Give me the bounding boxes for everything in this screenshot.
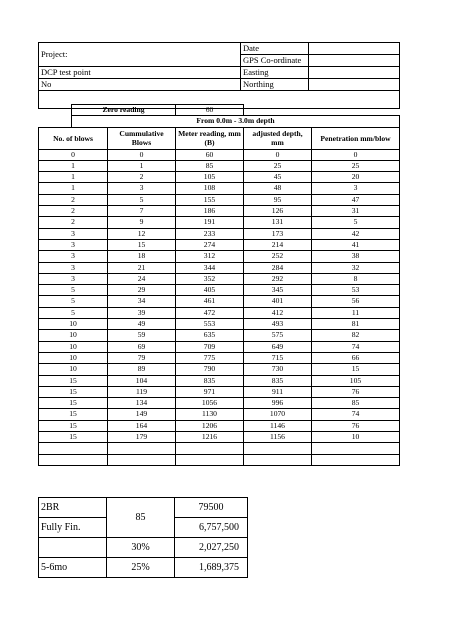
table-cell: 76 (312, 386, 400, 397)
table-row (39, 206, 400, 217)
table-cell: 105 (312, 375, 400, 386)
table-cell: 173 (244, 228, 312, 239)
table-cell: 31 (312, 206, 400, 217)
northing-label: Northing (241, 79, 309, 91)
table-row (39, 183, 400, 194)
table-cell: 47 (312, 194, 400, 205)
table-cell: 56 (312, 296, 400, 307)
table-cell: 24 (108, 273, 176, 284)
table-cell: 344 (176, 262, 244, 273)
table-cell: 49 (108, 319, 176, 330)
table-cell: 3 (39, 262, 108, 273)
table-row (39, 251, 400, 262)
table-cell: 790 (176, 364, 244, 375)
summary-value: 6,757,500 (175, 518, 248, 538)
table-cell: 18 (108, 251, 176, 262)
table-cell: 41 (312, 239, 400, 250)
table-cell: 709 (176, 341, 244, 352)
table-cell: 233 (176, 228, 244, 239)
table-row (39, 217, 400, 228)
table-cell: 5 (108, 194, 176, 205)
summary-merged-value: 85 (107, 498, 175, 538)
summary-label-fully-fin: Fully Fin. (39, 518, 107, 538)
column-header: Meter reading, mm (B) (176, 127, 244, 149)
table-cell: 7 (108, 206, 176, 217)
summary-percent: 30% (107, 538, 175, 558)
table-cell: 1 (108, 160, 176, 171)
table-cell: 292 (244, 273, 312, 284)
table-cell: 10 (39, 364, 108, 375)
header-table (38, 42, 400, 109)
table-cell: 1 (39, 183, 108, 194)
table-cell: 5 (39, 307, 108, 318)
blank-row (39, 443, 400, 454)
table-cell: 119 (108, 386, 176, 397)
table-cell: 95 (244, 194, 312, 205)
table-cell: 29 (108, 285, 176, 296)
table-cell: 76 (312, 420, 400, 431)
table-cell: 10 (39, 330, 108, 341)
table-cell: 412 (244, 307, 312, 318)
table-cell: 1056 (176, 398, 244, 409)
table-cell: 575 (244, 330, 312, 341)
table-row (39, 307, 400, 318)
dcp-test-point-label: DCP test point (39, 67, 241, 79)
table-row (39, 330, 400, 341)
table-cell: 775 (176, 352, 244, 363)
table-cell: 25 (312, 160, 400, 171)
table-row (39, 239, 400, 250)
table-cell: 15 (39, 398, 108, 409)
table-cell: 352 (176, 273, 244, 284)
table-cell: 2 (39, 194, 108, 205)
table-cell: 15 (39, 409, 108, 420)
column-header: Cummulative Blows (108, 127, 176, 149)
table-cell: 155 (176, 194, 244, 205)
table-cell: 0 (312, 149, 400, 160)
summary-value: 2,027,250 (175, 538, 248, 558)
table-cell: 32 (312, 262, 400, 273)
table-row (39, 398, 400, 409)
table-cell: 164 (108, 420, 176, 431)
table-cell: 1156 (244, 432, 312, 443)
table-cell: 25 (244, 160, 312, 171)
column-header: adjusted depth, mm (244, 127, 312, 149)
table-cell: 715 (244, 352, 312, 363)
table-cell: 553 (176, 319, 244, 330)
table-cell: 214 (244, 239, 312, 250)
zero-reading-row (39, 105, 400, 116)
table-cell: 5 (39, 285, 108, 296)
table-row (39, 352, 400, 363)
table-cell: 1130 (176, 409, 244, 420)
summary-percent: 25% (107, 558, 175, 578)
summary-table (38, 497, 248, 578)
table-row (39, 409, 400, 420)
table-row (39, 149, 400, 160)
table-cell: 21 (108, 262, 176, 273)
table-cell: 2 (39, 206, 108, 217)
table-cell: 401 (244, 296, 312, 307)
table-cell: 3 (39, 228, 108, 239)
dcp-data-table (38, 104, 400, 466)
table-cell: 8 (312, 273, 400, 284)
table-cell: 131 (244, 217, 312, 228)
table-row (39, 285, 400, 296)
table-cell: 3 (39, 273, 108, 284)
table-cell: 15 (39, 432, 108, 443)
table-cell: 10 (39, 319, 108, 330)
table-cell: 3 (312, 183, 400, 194)
table-cell: 15 (312, 364, 400, 375)
table-cell: 835 (176, 375, 244, 386)
table-cell: 312 (176, 251, 244, 262)
table-cell: 1 (39, 172, 108, 183)
table-cell: 649 (244, 341, 312, 352)
table-cell: 493 (244, 319, 312, 330)
table-cell: 74 (312, 409, 400, 420)
table-cell: 15 (39, 386, 108, 397)
table-cell: 105 (176, 172, 244, 183)
table-cell: 82 (312, 330, 400, 341)
summary-empty (39, 538, 107, 558)
table-cell: 1 (39, 160, 108, 171)
table-row (39, 172, 400, 183)
table-cell: 79 (108, 352, 176, 363)
summary-label-5-6mo: 5-6mo (39, 558, 107, 578)
table-cell: 85 (312, 398, 400, 409)
table-cell: 81 (312, 319, 400, 330)
table-cell: 3 (108, 183, 176, 194)
table-row (39, 160, 400, 171)
date-value[interactable] (309, 43, 400, 55)
data-rows (39, 149, 400, 443)
table-cell: 60 (176, 149, 244, 160)
column-header: Penetration mm/blow (312, 127, 400, 149)
table-row (39, 420, 400, 431)
table-cell: 53 (312, 285, 400, 296)
easting-label: Easting (241, 67, 309, 79)
table-cell: 1216 (176, 432, 244, 443)
summary-value: 1,689,375 (175, 558, 248, 578)
blank-row (39, 454, 400, 465)
no-label: No (39, 79, 241, 91)
table-cell: 15 (39, 375, 108, 386)
table-cell: 191 (176, 217, 244, 228)
table-cell: 284 (244, 262, 312, 273)
table-cell: 134 (108, 398, 176, 409)
depth-range-label: From 0.0m - 3.0m depth (72, 116, 400, 127)
table-cell: 10 (39, 341, 108, 352)
table-cell: 2 (39, 217, 108, 228)
table-cell: 5 (312, 217, 400, 228)
table-row (39, 341, 400, 352)
table-cell: 10 (39, 352, 108, 363)
table-cell: 69 (108, 341, 176, 352)
table-cell: 15 (39, 420, 108, 431)
table-row (39, 296, 400, 307)
table-cell: 89 (108, 364, 176, 375)
table-cell: 0 (39, 149, 108, 160)
table-cell: 635 (176, 330, 244, 341)
table-cell: 104 (108, 375, 176, 386)
table-cell: 20 (312, 172, 400, 183)
table-cell: 11 (312, 307, 400, 318)
table-cell: 48 (244, 183, 312, 194)
table-cell: 1206 (176, 420, 244, 431)
table-row (39, 364, 400, 375)
table-cell: 34 (108, 296, 176, 307)
table-row (39, 375, 400, 386)
table-cell: 15 (108, 239, 176, 250)
table-cell: 12 (108, 228, 176, 239)
table-cell: 9 (108, 217, 176, 228)
table-cell: 66 (312, 352, 400, 363)
zero-reading-label: Zero reading (72, 105, 176, 116)
table-cell: 1070 (244, 409, 312, 420)
table-cell: 38 (312, 251, 400, 262)
summary-label-2br: 2BR (39, 498, 107, 518)
table-row (39, 228, 400, 239)
depth-range-row (39, 116, 400, 127)
table-row (39, 194, 400, 205)
table-cell: 149 (108, 409, 176, 420)
table-cell: 252 (244, 251, 312, 262)
table-cell: 59 (108, 330, 176, 341)
table-cell: 45 (244, 172, 312, 183)
table-cell: 730 (244, 364, 312, 375)
table-row (39, 262, 400, 273)
summary-value: 79500 (175, 498, 248, 518)
table-cell: 274 (176, 239, 244, 250)
easting-value[interactable] (309, 67, 400, 79)
table-cell: 1146 (244, 420, 312, 431)
table-cell: 911 (244, 386, 312, 397)
table-cell: 126 (244, 206, 312, 217)
date-label: Date (241, 43, 309, 55)
table-cell: 85 (176, 160, 244, 171)
gps-label: GPS Co-ordinate (241, 55, 309, 67)
table-cell: 345 (244, 285, 312, 296)
table-cell: 835 (244, 375, 312, 386)
table-cell: 971 (176, 386, 244, 397)
table-cell: 2 (108, 172, 176, 183)
table-row (39, 386, 400, 397)
table-cell: 0 (108, 149, 176, 160)
table-row (39, 432, 400, 443)
table-cell: 186 (176, 206, 244, 217)
table-cell: 74 (312, 341, 400, 352)
table-cell: 996 (244, 398, 312, 409)
table-cell: 42 (312, 228, 400, 239)
table-cell: 5 (39, 296, 108, 307)
table-cell: 39 (108, 307, 176, 318)
zero-reading-value: 60 (176, 105, 244, 116)
table-cell: 179 (108, 432, 176, 443)
table-cell: 472 (176, 307, 244, 318)
column-header-row (39, 127, 400, 149)
project-label: Project: (39, 43, 241, 67)
table-row (39, 273, 400, 284)
column-header: No. of blows (39, 127, 108, 149)
table-cell: 461 (176, 296, 244, 307)
table-cell: 405 (176, 285, 244, 296)
table-row (39, 319, 400, 330)
gps-value[interactable] (309, 55, 400, 67)
northing-value[interactable] (309, 79, 400, 91)
table-cell: 0 (244, 149, 312, 160)
table-cell: 3 (39, 239, 108, 250)
table-cell: 10 (312, 432, 400, 443)
table-cell: 108 (176, 183, 244, 194)
table-cell: 3 (39, 251, 108, 262)
